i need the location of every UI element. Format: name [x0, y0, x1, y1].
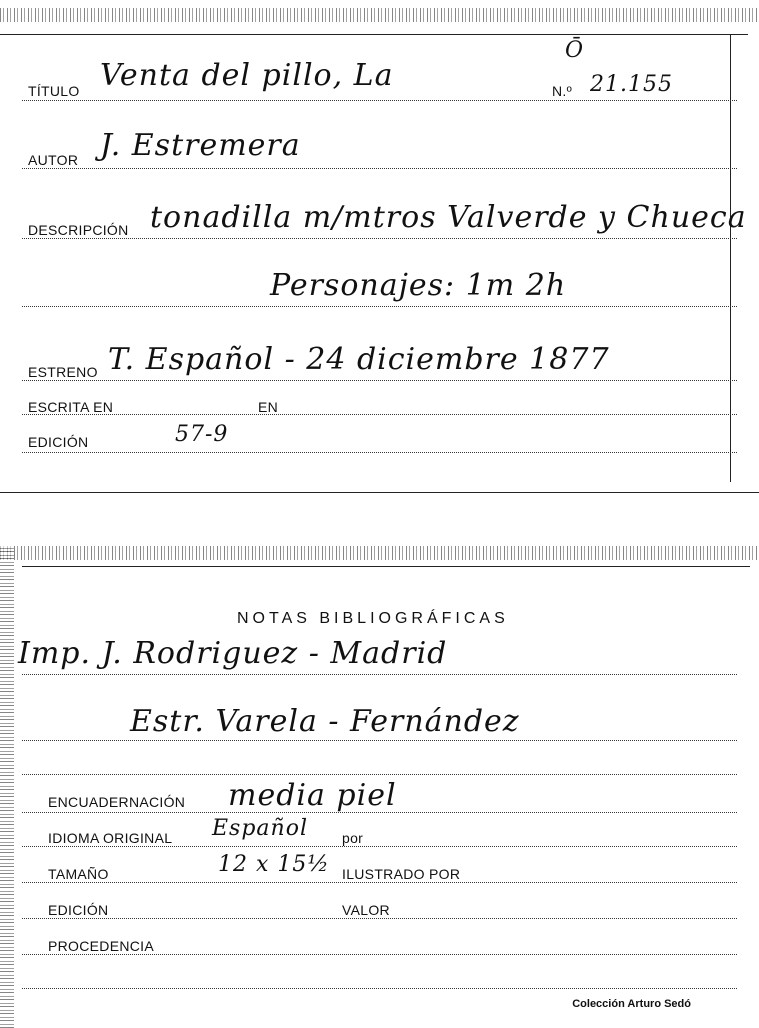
value-numero: 21.155 [590, 72, 673, 97]
row-idioma [22, 846, 737, 847]
scan-noise-side [0, 546, 14, 1028]
section-title: NOTAS BIBLIOGRÁFICAS [237, 610, 509, 627]
label-tamano: TAMAÑO [48, 866, 109, 882]
label-titulo: TÍTULO [28, 83, 80, 99]
label-numero: N.º [552, 83, 573, 99]
row-edicion [22, 452, 737, 453]
row-blank [22, 774, 737, 775]
row-procedencia [22, 954, 737, 955]
row-estreno [22, 380, 737, 381]
card-top-rule [0, 34, 748, 35]
label-encuadernacion: ENCUADERNACIÓN [48, 794, 186, 810]
value-encuadernacion: media piel [228, 778, 397, 813]
value-edicion: 57-9 [175, 422, 229, 447]
value-descripcion: tonadilla m/mtros Valverde y Chueca [150, 200, 747, 235]
label-idioma-original: IDIOMA ORIGINAL [48, 830, 173, 846]
label-por: por [342, 830, 364, 846]
value-tamano: 12 x 15½ [218, 852, 330, 877]
collection-footer: Colección Arturo Sedó [572, 998, 691, 1010]
value-personajes: Personajes: 1m 2h [270, 268, 567, 303]
row-personajes [22, 306, 737, 307]
label-autor: AUTOR [28, 152, 79, 168]
label-procedencia: PROCEDENCIA [48, 938, 154, 954]
row-escrita [22, 414, 737, 415]
row-edicion-2 [22, 918, 737, 919]
label-valor: VALOR [342, 902, 390, 918]
card2-top-rule [22, 566, 750, 567]
value-titulo: Venta del pillo, La [100, 58, 394, 93]
catalog-card-back [0, 546, 759, 1028]
label-ilustrado-por: ILUSTRADO POR [342, 866, 461, 882]
value-idioma-original: Español [212, 816, 308, 841]
row-autor [22, 168, 737, 169]
row-tamano [22, 882, 737, 883]
scan-noise-top-2 [0, 546, 759, 560]
label-estreno: ESTRENO [28, 364, 98, 380]
value-autor: J. Estremera [100, 128, 301, 163]
label-edicion: EDICIÓN [28, 434, 89, 450]
note-estreno: Estr. Varela - Fernández [130, 704, 520, 739]
label-escrita-en: ESCRITA EN [28, 399, 114, 415]
row-note-2 [22, 740, 737, 741]
value-estreno: T. Español - 24 diciembre 1877 [108, 342, 610, 377]
row-note-1 [22, 674, 737, 675]
row-last [22, 988, 737, 989]
row-titulo [22, 100, 737, 101]
note-imprenta: Imp. J. Rodriguez - Madrid [18, 636, 448, 671]
row-descripcion [22, 238, 737, 239]
label-descripcion: DESCRIPCIÓN [28, 222, 129, 238]
catalog-card-front [0, 0, 759, 493]
scan-noise-top [0, 8, 759, 22]
label-en: EN [258, 399, 279, 415]
label-edicion-2: EDICIÓN [48, 902, 109, 918]
numero-mark: Ō [565, 38, 585, 63]
